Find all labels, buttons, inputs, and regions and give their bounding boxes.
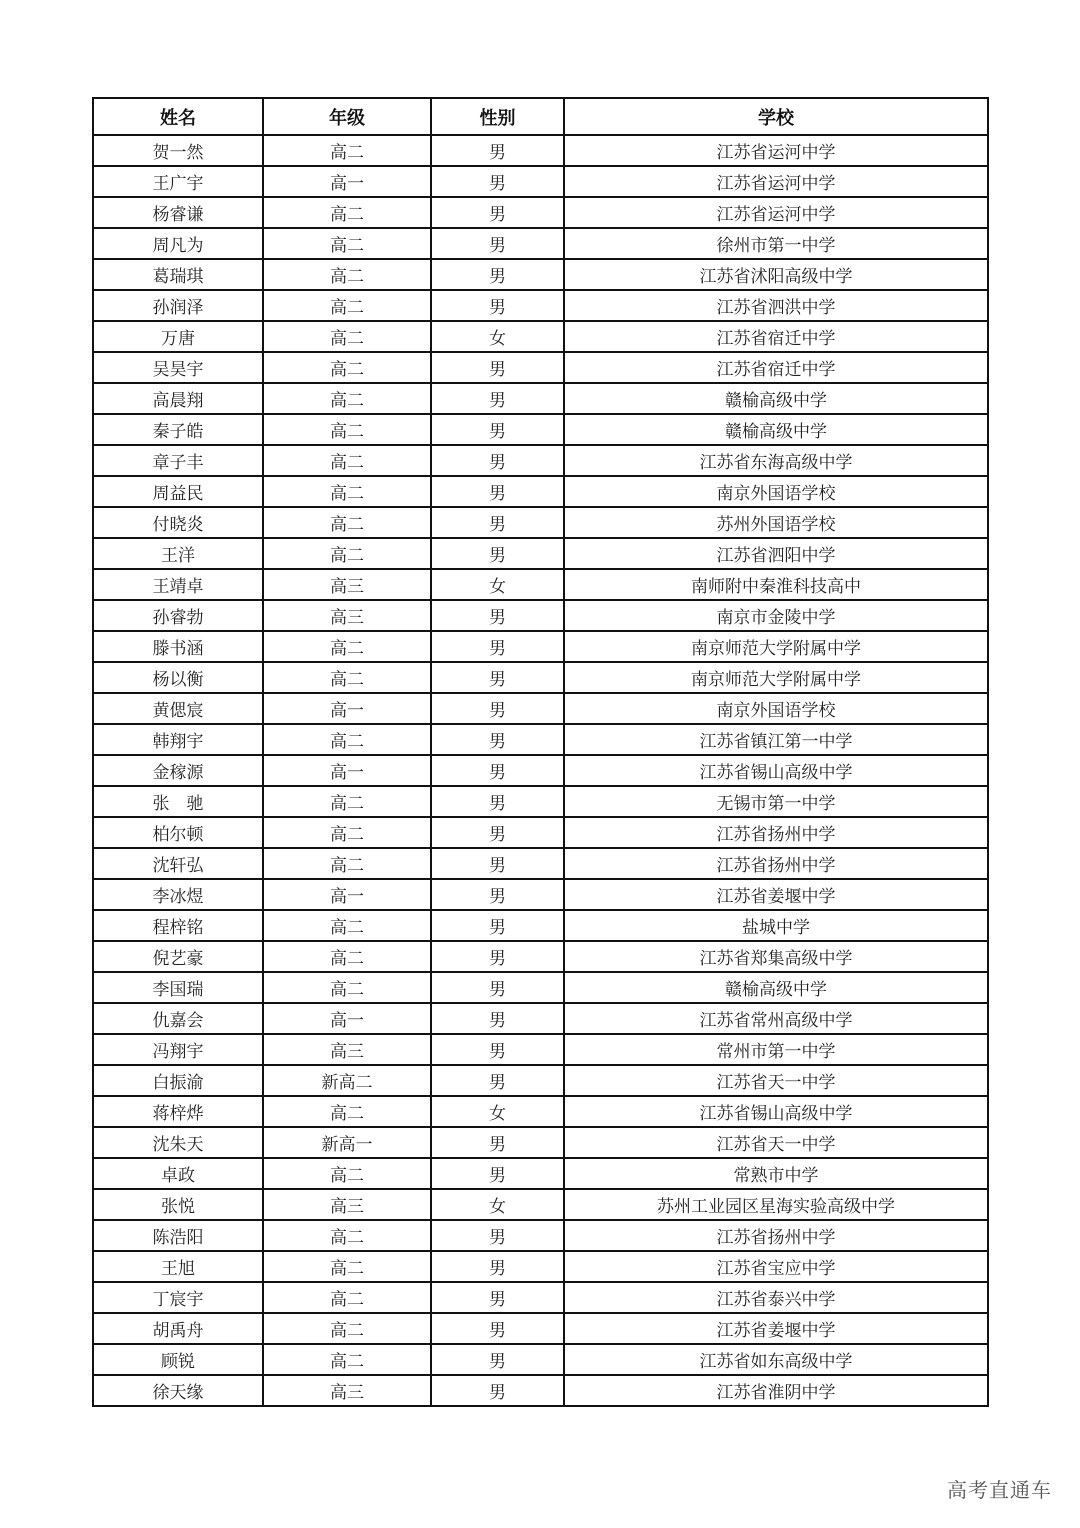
cell-grade: 高二 — [263, 507, 431, 538]
cell-gender: 男 — [431, 1127, 564, 1158]
table-row — [93, 848, 988, 879]
cell-gender: 男 — [431, 1034, 564, 1065]
cell-grade: 高二 — [263, 538, 431, 569]
cell-school: 南京师范大学附属中学 — [564, 631, 988, 662]
cell-school: 江苏省镇江第一中学 — [564, 724, 988, 755]
cell-school: 江苏省扬州中学 — [564, 848, 988, 879]
table-row — [93, 817, 988, 848]
table-row — [93, 228, 988, 259]
cell-grade: 高二 — [263, 383, 431, 414]
cell-grade: 高二 — [263, 414, 431, 445]
cell-grade: 高二 — [263, 1158, 431, 1189]
cell-name: 胡禹舟 — [93, 1313, 263, 1344]
cell-grade: 高一 — [263, 879, 431, 910]
cell-school: 江苏省泗洪中学 — [564, 290, 988, 321]
student-list-table — [92, 97, 989, 1407]
cell-gender: 男 — [431, 600, 564, 631]
cell-school: 赣榆高级中学 — [564, 383, 988, 414]
cell-name: 冯翔宇 — [93, 1034, 263, 1065]
cell-grade: 高二 — [263, 848, 431, 879]
cell-school: 南京师范大学附属中学 — [564, 662, 988, 693]
cell-name: 万唐 — [93, 321, 263, 352]
table-header-row — [93, 98, 988, 135]
cell-gender: 男 — [431, 631, 564, 662]
cell-school: 江苏省姜堰中学 — [564, 879, 988, 910]
cell-school: 盐城中学 — [564, 910, 988, 941]
cell-grade: 高一 — [263, 1003, 431, 1034]
cell-school: 江苏省天一中学 — [564, 1127, 988, 1158]
cell-name: 高晨翔 — [93, 383, 263, 414]
cell-school: 江苏省扬州中学 — [564, 1220, 988, 1251]
cell-school: 江苏省运河中学 — [564, 135, 988, 166]
header-gender: 性别 — [431, 98, 564, 135]
cell-grade: 高二 — [263, 321, 431, 352]
cell-gender: 男 — [431, 352, 564, 383]
table-body — [93, 135, 988, 1406]
cell-name: 吴昊宇 — [93, 352, 263, 383]
table-row — [93, 414, 988, 445]
table-row — [93, 1127, 988, 1158]
cell-school: 江苏省宝应中学 — [564, 1251, 988, 1282]
cell-gender: 男 — [431, 848, 564, 879]
table-row — [93, 1375, 988, 1406]
cell-grade: 高二 — [263, 1251, 431, 1282]
cell-gender: 男 — [431, 972, 564, 1003]
table-row — [93, 1065, 988, 1096]
cell-name: 韩翔宇 — [93, 724, 263, 755]
cell-school: 南京外国语学校 — [564, 476, 988, 507]
cell-name: 程梓铭 — [93, 910, 263, 941]
table-row — [93, 910, 988, 941]
cell-gender: 女 — [431, 1189, 564, 1220]
cell-school: 江苏省郑集高级中学 — [564, 941, 988, 972]
cell-name: 杨睿谦 — [93, 197, 263, 228]
cell-school: 江苏省天一中学 — [564, 1065, 988, 1096]
cell-school: 常熟市中学 — [564, 1158, 988, 1189]
cell-gender: 男 — [431, 445, 564, 476]
cell-grade: 高二 — [263, 1313, 431, 1344]
table-row — [93, 1034, 988, 1065]
cell-grade: 高二 — [263, 972, 431, 1003]
table-row — [93, 352, 988, 383]
header-school: 学校 — [564, 98, 988, 135]
cell-grade: 高二 — [263, 197, 431, 228]
cell-name: 孙睿勃 — [93, 600, 263, 631]
table-row — [93, 724, 988, 755]
cell-gender: 女 — [431, 321, 564, 352]
cell-gender: 男 — [431, 1251, 564, 1282]
cell-school: 赣榆高级中学 — [564, 972, 988, 1003]
cell-grade: 高二 — [263, 290, 431, 321]
cell-gender: 男 — [431, 166, 564, 197]
cell-name: 顾锐 — [93, 1344, 263, 1375]
cell-name: 秦子皓 — [93, 414, 263, 445]
cell-school: 徐州市第一中学 — [564, 228, 988, 259]
table-row — [93, 135, 988, 166]
cell-school: 江苏省扬州中学 — [564, 817, 988, 848]
cell-grade: 高一 — [263, 166, 431, 197]
cell-gender: 男 — [431, 786, 564, 817]
cell-school: 江苏省沭阳高级中学 — [564, 259, 988, 290]
cell-grade: 高二 — [263, 817, 431, 848]
table-row — [93, 1096, 988, 1127]
cell-grade: 新高二 — [263, 1065, 431, 1096]
cell-school: 南京市金陵中学 — [564, 600, 988, 631]
table-row — [93, 972, 988, 1003]
cell-gender: 男 — [431, 228, 564, 259]
cell-name: 柏尔顿 — [93, 817, 263, 848]
cell-school: 南京外国语学校 — [564, 693, 988, 724]
cell-grade: 高三 — [263, 1189, 431, 1220]
cell-gender: 男 — [431, 662, 564, 693]
cell-gender: 男 — [431, 1313, 564, 1344]
cell-name: 黄偲宸 — [93, 693, 263, 724]
cell-name: 张 驰 — [93, 786, 263, 817]
cell-name: 徐天缘 — [93, 1375, 263, 1406]
cell-name: 王广宇 — [93, 166, 263, 197]
cell-school: 赣榆高级中学 — [564, 414, 988, 445]
cell-school: 江苏省宿迁中学 — [564, 321, 988, 352]
cell-name: 陈浩阳 — [93, 1220, 263, 1251]
cell-school: 江苏省宿迁中学 — [564, 352, 988, 383]
table-row — [93, 538, 988, 569]
table-row — [93, 786, 988, 817]
cell-name: 孙润泽 — [93, 290, 263, 321]
cell-school: 江苏省如东高级中学 — [564, 1344, 988, 1375]
cell-gender: 男 — [431, 1375, 564, 1406]
cell-gender: 男 — [431, 755, 564, 786]
watermark: 高考直通车 — [947, 1478, 1052, 1502]
cell-grade: 高二 — [263, 1282, 431, 1313]
cell-grade: 高二 — [263, 1096, 431, 1127]
cell-grade: 高三 — [263, 569, 431, 600]
cell-grade: 高一 — [263, 693, 431, 724]
cell-grade: 高二 — [263, 724, 431, 755]
cell-school: 无锡市第一中学 — [564, 786, 988, 817]
cell-name: 李国瑞 — [93, 972, 263, 1003]
cell-grade: 高二 — [263, 910, 431, 941]
cell-gender: 男 — [431, 538, 564, 569]
table-row — [93, 1313, 988, 1344]
cell-name: 周凡为 — [93, 228, 263, 259]
cell-gender: 男 — [431, 817, 564, 848]
table-row — [93, 507, 988, 538]
table-row — [93, 1158, 988, 1189]
table-row — [93, 197, 988, 228]
cell-grade: 高二 — [263, 786, 431, 817]
cell-grade: 新高一 — [263, 1127, 431, 1158]
cell-school: 苏州外国语学校 — [564, 507, 988, 538]
cell-gender: 男 — [431, 1065, 564, 1096]
cell-grade: 高二 — [263, 352, 431, 383]
cell-school: 江苏省泗阳中学 — [564, 538, 988, 569]
cell-gender: 男 — [431, 414, 564, 445]
cell-grade: 高二 — [263, 662, 431, 693]
cell-gender: 女 — [431, 569, 564, 600]
cell-gender: 男 — [431, 879, 564, 910]
table-row — [93, 693, 988, 724]
header-grade: 年级 — [263, 98, 431, 135]
table-row — [93, 383, 988, 414]
cell-school: 江苏省运河中学 — [564, 166, 988, 197]
cell-grade: 高二 — [263, 259, 431, 290]
table-row — [93, 941, 988, 972]
table-row — [93, 600, 988, 631]
cell-name: 李冰煜 — [93, 879, 263, 910]
table-row — [93, 631, 988, 662]
cell-gender: 男 — [431, 197, 564, 228]
cell-name: 王洋 — [93, 538, 263, 569]
cell-gender: 男 — [431, 1158, 564, 1189]
cell-school: 江苏省姜堰中学 — [564, 1313, 988, 1344]
table-row — [93, 290, 988, 321]
cell-grade: 高三 — [263, 1034, 431, 1065]
table-row — [93, 321, 988, 352]
table-row — [93, 1003, 988, 1034]
table-row — [93, 166, 988, 197]
cell-school: 江苏省泰兴中学 — [564, 1282, 988, 1313]
cell-school: 苏州工业园区星海实验高级中学 — [564, 1189, 988, 1220]
table-row — [93, 1344, 988, 1375]
table-row — [93, 662, 988, 693]
cell-grade: 高三 — [263, 1375, 431, 1406]
cell-name: 卓政 — [93, 1158, 263, 1189]
cell-name: 仇嘉会 — [93, 1003, 263, 1034]
table-row — [93, 569, 988, 600]
cell-name: 葛瑞琪 — [93, 259, 263, 290]
cell-gender: 男 — [431, 1282, 564, 1313]
cell-name: 周益民 — [93, 476, 263, 507]
cell-grade: 高三 — [263, 600, 431, 631]
cell-school: 江苏省常州高级中学 — [564, 1003, 988, 1034]
cell-school: 江苏省锡山高级中学 — [564, 755, 988, 786]
table-row — [93, 755, 988, 786]
cell-name: 付晓炎 — [93, 507, 263, 538]
cell-gender: 男 — [431, 259, 564, 290]
cell-name: 倪艺豪 — [93, 941, 263, 972]
cell-school: 江苏省锡山高级中学 — [564, 1096, 988, 1127]
cell-gender: 男 — [431, 693, 564, 724]
cell-gender: 男 — [431, 941, 564, 972]
table-row — [93, 879, 988, 910]
cell-name: 章子丰 — [93, 445, 263, 476]
cell-gender: 男 — [431, 290, 564, 321]
cell-name: 滕书涵 — [93, 631, 263, 662]
cell-gender: 男 — [431, 135, 564, 166]
cell-name: 沈朱天 — [93, 1127, 263, 1158]
cell-grade: 高二 — [263, 631, 431, 662]
table-row — [93, 1282, 988, 1313]
cell-gender: 男 — [431, 1003, 564, 1034]
cell-name: 王旭 — [93, 1251, 263, 1282]
cell-gender: 男 — [431, 724, 564, 755]
cell-gender: 男 — [431, 383, 564, 414]
cell-grade: 高二 — [263, 228, 431, 259]
cell-gender: 女 — [431, 1096, 564, 1127]
cell-gender: 男 — [431, 476, 564, 507]
table-row — [93, 476, 988, 507]
cell-name: 白振渝 — [93, 1065, 263, 1096]
cell-name: 贺一然 — [93, 135, 263, 166]
table-row — [93, 1189, 988, 1220]
cell-grade: 高二 — [263, 1344, 431, 1375]
cell-grade: 高二 — [263, 445, 431, 476]
cell-gender: 男 — [431, 1220, 564, 1251]
cell-name: 王靖卓 — [93, 569, 263, 600]
cell-gender: 男 — [431, 910, 564, 941]
cell-school: 江苏省运河中学 — [564, 197, 988, 228]
cell-school: 常州市第一中学 — [564, 1034, 988, 1065]
cell-school: 南师附中秦淮科技高中 — [564, 569, 988, 600]
cell-gender: 男 — [431, 507, 564, 538]
table-row — [93, 445, 988, 476]
cell-grade: 高一 — [263, 755, 431, 786]
cell-name: 金稼源 — [93, 755, 263, 786]
table-row — [93, 259, 988, 290]
header-name: 姓名 — [93, 98, 263, 135]
cell-grade: 高二 — [263, 135, 431, 166]
cell-grade: 高二 — [263, 476, 431, 507]
cell-name: 杨以衡 — [93, 662, 263, 693]
table-row — [93, 1251, 988, 1282]
cell-grade: 高二 — [263, 1220, 431, 1251]
cell-name: 蒋梓烨 — [93, 1096, 263, 1127]
cell-school: 江苏省东海高级中学 — [564, 445, 988, 476]
cell-name: 沈轩弘 — [93, 848, 263, 879]
table-row — [93, 1220, 988, 1251]
cell-school: 江苏省淮阴中学 — [564, 1375, 988, 1406]
cell-gender: 男 — [431, 1344, 564, 1375]
cell-grade: 高二 — [263, 941, 431, 972]
cell-name: 丁宸宇 — [93, 1282, 263, 1313]
cell-name: 张悦 — [93, 1189, 263, 1220]
